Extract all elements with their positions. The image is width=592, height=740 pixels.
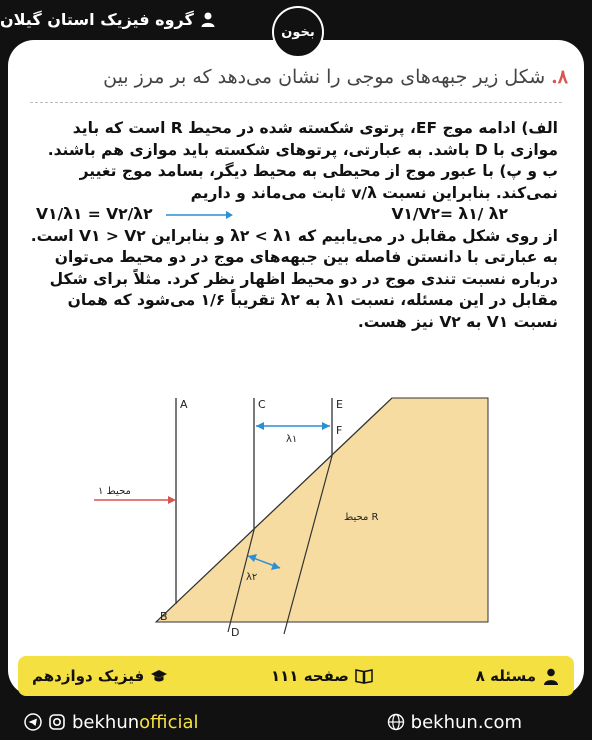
text-line: ب و پ) با عبور موج از محیطی به محیط دیگر، بسامد موج تغییر — [79, 162, 558, 180]
problem-title: شکل زیر جبهه‌های موجی را نشان می‌دهد که بر مرز بین — [103, 66, 546, 88]
brand-logo — [272, 6, 324, 58]
text-line: الف) ادامه موج EF، پرتوی شکسته شده در محیط R است که باید — [72, 119, 558, 137]
text-line: از روی شکل مقابل در می‌یابیم که λ۲ < λ۱ و بنابراین V۱ > V۲ است. — [30, 226, 558, 245]
footer-bar — [18, 656, 574, 696]
label-medium-r: محیط R — [344, 512, 379, 523]
website-text: bekhun.com — [410, 711, 522, 733]
label-lambda2: λ۲ — [246, 572, 258, 583]
person-icon — [200, 11, 216, 27]
content-card — [8, 40, 584, 696]
telegram-icon — [24, 713, 42, 731]
text-line: مقابل در این مسئله، نسبت λ۱ به λ۲ تقریباً ۱/۶ می‌شود که همان — [67, 291, 558, 309]
text-line: درباره نسبت تندی موج در دو محیط اظهار نظر کرد. مثلاً برای شکل — [49, 269, 558, 288]
book-icon — [355, 667, 373, 685]
equation-right: V۱/V۲= λ۱/ λ۲ — [391, 205, 508, 223]
text-line: نسبت V۱ به V۲ نیز هست. — [357, 312, 558, 331]
graduation-cap-icon — [150, 667, 168, 685]
label-a: A — [180, 398, 188, 411]
book-label: فیزیک دوازدهم — [32, 667, 145, 685]
logo-text: بخون — [281, 24, 315, 40]
problem-label: مسئله ۸ — [475, 667, 536, 685]
label-b: B — [160, 610, 168, 623]
footer-book — [32, 667, 168, 685]
problem-heading — [8, 66, 568, 88]
label-e: E — [336, 398, 343, 411]
social-handle[interactable] — [24, 712, 199, 733]
footer-page — [271, 667, 373, 685]
solution-text — [30, 118, 558, 333]
label-lambda1: λ۱ — [286, 434, 298, 445]
group-title: گروه فیزیک استان گیلان — [0, 9, 194, 29]
person-icon — [542, 667, 560, 685]
equation-left: V۱/λ۱ = V۲/λ۲ — [36, 205, 153, 223]
label-d: D — [231, 626, 240, 639]
label-c: C — [258, 398, 266, 411]
label-f: F — [336, 424, 343, 437]
problem-number: ۸. — [551, 66, 568, 88]
heading-divider — [30, 102, 562, 103]
arrow-right-icon — [164, 204, 234, 224]
footer-problem — [476, 667, 560, 685]
handle-accent: official — [139, 711, 199, 733]
website-link[interactable] — [387, 712, 522, 733]
medium-r-region — [156, 398, 488, 622]
page-label: صفحه ۱۱۱ — [271, 667, 349, 685]
label-medium-1: محیط ۱ — [98, 486, 131, 497]
text-line: به عبارتی با دانستن فاصله بین جبهه‌های موج در دو محیط می‌توان — [54, 248, 558, 266]
text-line: موازی با D باشد. به عبارتی، پرتوهای شکسته باید موازی هم باشند. — [47, 140, 558, 159]
bottom-bar — [0, 704, 592, 740]
equation-line — [36, 204, 558, 226]
handle-prefix: bekhun — [72, 711, 140, 733]
instagram-icon — [48, 713, 66, 731]
globe-icon — [387, 713, 405, 731]
text-line: نمی‌کند. بنابراین نسبت v/λ ثابت می‌ماند و داریم — [190, 183, 558, 202]
wavefront-figure — [68, 388, 488, 658]
